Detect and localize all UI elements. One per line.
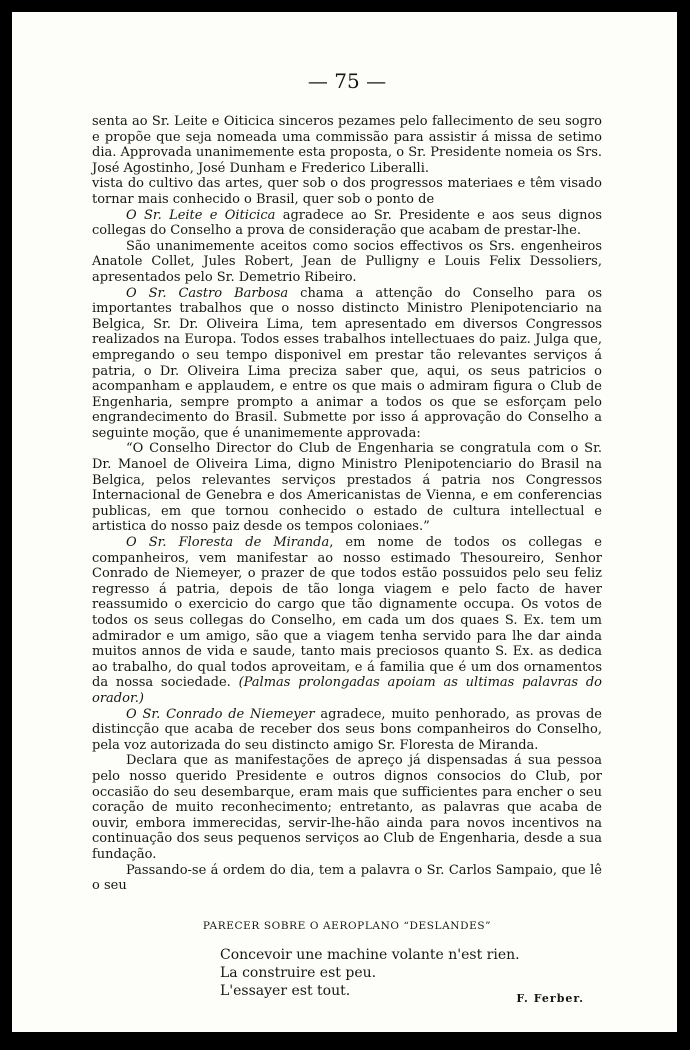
page-number: — 75 — — [307, 69, 387, 93]
paragraph-text: , em nome de todos os collegas e companheiros, vem manifestar ao nosso estimado Thesoureiro, Senhor Conrado de Niemeyer, o prazer de que todos estão possuidos pelo seu feliz regresso á patria, depois de tão longa viagem e pelo facto de haver reassumido o exercicio do cargo que tão dignamente occupa. Os votos de todos os seus collegas do Conselho, em cada um dos quaes S. Ex. tem um admirador e um amigo, são que a viagem tenha servido para lhe dar ainda muitos annos de vida e saude, tanto mais preciosos quanto S. Ex. as dedica ao trabalho, do qual todos aproveitam, e á familia que é um dos ornamentos da nossa sociedade. — [92, 535, 602, 691]
motion-quote: “O Conselho Director do Club de Engenharia se congratula com o Sr. Dr. Manoel de Oliveira Lima, digno Ministro Plenipotenciario do Brasil na Belgica, pelos relevantes serviços prestados á patria nos Congressos Internacional de Genebra e dos Americanistas de Vienna, e em conferencias publicas, em que tornou conhecido o estado de cultura intellectual e artistica do nosso paiz desde os tempos coloniaes.” — [92, 441, 602, 535]
paragraph-5 — [92, 286, 602, 442]
paragraph-text: chama a attenção do Conselho para os importantes trabalhos que o nosso distincto Ministro Plenipotenciario na Belgica, Sr. Dr. Oliveira Lima, tem apresentado em diversos Congressos realizados na Europa. Todos esses trabalhos intellectuaes do paiz. Julga que, empregando o seu tempo disponivel em prestar tão relevantes serviços á patria, o Dr. Oliveira Lima preciza saber que, aqui, os seus patricios o acompanham e applaudem, e entre os que mais o admiram figura o Club de Engenharia, sempre prompto a animar a todos os que se esforçam pelo engrandecimento do Brasil. Submette por isso á approvação do Conselho a seguinte moção, que é unanimemente approvada: — [92, 285, 602, 441]
paragraph-text: agradece, muito penhorado, as provas de distincção que acaba de receber dos seus bons companheiros do Conselho, pela voz autorizada do seu distincto amigo Sr. Floresta de Miranda. — [92, 706, 602, 753]
verse-line: L'essayer est tout. — [220, 982, 351, 999]
body-text — [92, 114, 602, 894]
page-content — [92, 68, 602, 1005]
paragraph-1: senta ao Sr. Leite e Oiticica sinceros pezames pelo fallecimento de seu sogro e propõe que seja nomeada uma commissão para assistir á missa de setimo dia. Approvada unanimemente esta proposta, o Sr. Presidente nomeia os Srs. José Agostinho, José Dunham e Frederico Liberalli. — [92, 114, 602, 176]
paragraph-text: agradece ao Sr. Presidente e aos seus dignos collegas do Conselho a prova de consideração que acabam de prestar-lhe. — [92, 207, 602, 239]
speaker-name: O Sr. Floresta de Miranda — [126, 535, 330, 551]
paragraph-2: vista do cultivo das artes, quer sob o dos progressos materiaes e têm visado tornar mais conhecido o Brasil, quer sob o ponto de — [92, 176, 602, 207]
paragraph-8 — [92, 707, 602, 754]
applause-note: (Palmas prolongadas apoiam as ultimas palavras do orador.) — [92, 675, 602, 706]
speaker-name: O Sr. Leite e Oiticica — [126, 207, 276, 223]
verse-line: Concevoir une machine volante n'est rien. — [220, 946, 520, 963]
speaker-name: O Sr. Conrado de Niemeyer — [126, 706, 315, 722]
epigraph-signature: F. Ferber. — [516, 991, 584, 1005]
paragraph-4: São unanimemente aceitos como socios effectivos os Srs. engenheiros Anatole Collet, Jules Robert, Jean de Pulligny e Louis Felix Dessoliers, apresentados pelo Sr. Demetrio Ribeiro. — [92, 238, 602, 285]
document-page — [12, 12, 677, 1032]
paragraph-9: Declara que as manifestações de apreço já dispensadas á sua pessoa pelo nosso querido Presidente e outros dignos consocios do Club, por occasião do seu desembarque, eram mais que sufficientes para encher o seu coração de muito reconhecimento; entretanto, as palavras que acaba de ouvir, embora immerecidas, servir-lhe-hão ainda para novos incentivos na continuação dos seus pequenos serviços ao Club de Engenharia, desde a sua fundação. — [92, 753, 602, 862]
speaker-name: O Sr. Castro Barbosa — [126, 285, 289, 301]
verse-line: La construire est peu. — [220, 964, 377, 981]
section-heading: PARECER SOBRE O AEROPLANO “DESLANDES” — [202, 919, 492, 932]
paragraph-3 — [92, 208, 602, 239]
paragraph-7 — [92, 535, 602, 707]
paragraph-10: Passando-se á ordem do dia, tem a palavra o Sr. Carlos Sampaio, que lê o seu — [92, 862, 602, 894]
